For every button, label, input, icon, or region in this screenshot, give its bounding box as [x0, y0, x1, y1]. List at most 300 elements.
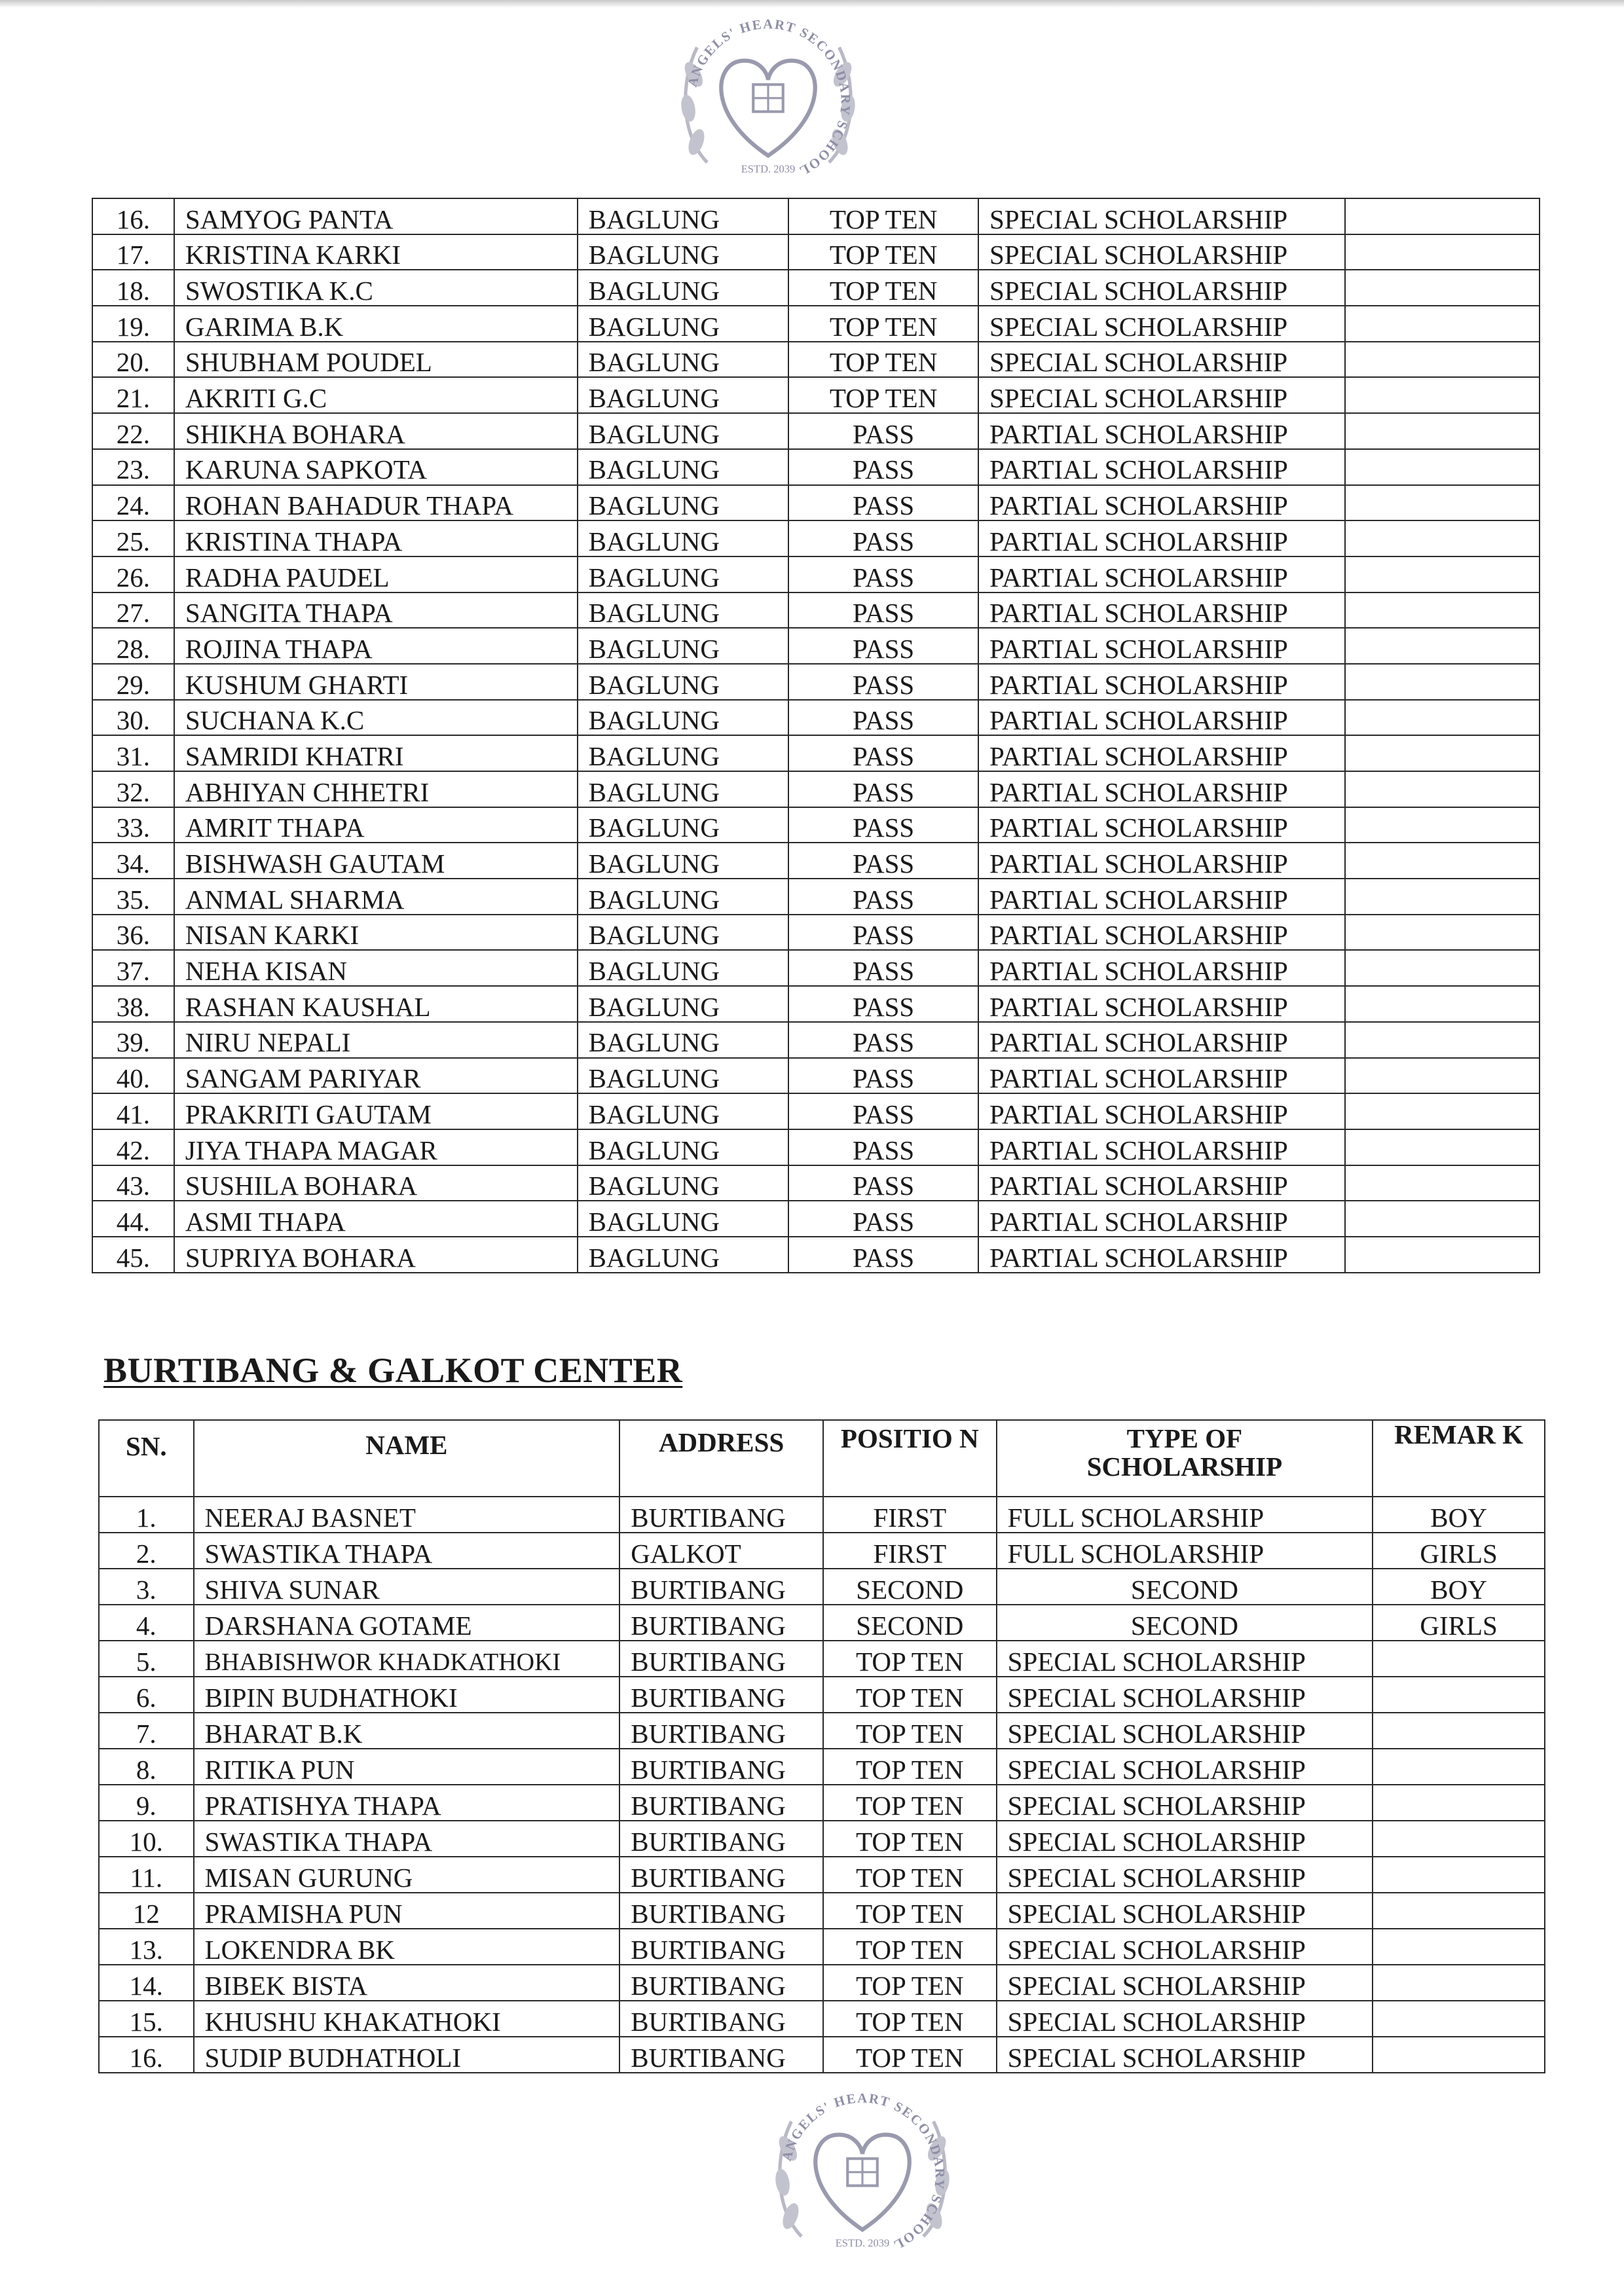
cell-position: PASS: [788, 664, 978, 700]
cell-position: TOP TEN: [823, 1965, 997, 2001]
cell-name: SANGAM PARIYAR: [174, 1058, 578, 1094]
cell-address: BAGLUNG: [578, 306, 789, 342]
cell-sn: 26.: [92, 556, 174, 592]
table-row: [92, 234, 1540, 270]
cell-sn: 12: [99, 1893, 194, 1929]
table-row: [92, 1237, 1540, 1273]
cell-name: SAMYOG PANTA: [174, 198, 578, 234]
cell-remark: [1373, 1893, 1545, 1929]
cell-address: BAGLUNG: [578, 986, 789, 1022]
cell-name: BIPIN BUDHATHOKI: [194, 1677, 620, 1713]
cell-type: SPECIAL SCHOLARSHIP: [978, 234, 1345, 270]
cell-name: NIRU NEPALI: [174, 1022, 578, 1058]
cell-remark: [1373, 1965, 1545, 2001]
table-row: [92, 1093, 1540, 1129]
cell-name: SUSHILA BOHARA: [174, 1165, 578, 1201]
cell-remark: BOY: [1373, 1569, 1545, 1605]
cell-sn: 27.: [92, 592, 174, 629]
cell-remark: [1345, 449, 1540, 485]
cell-name: SHIKHA BOHARA: [174, 413, 578, 449]
cell-address: BAGLUNG: [578, 735, 789, 771]
cell-position: PASS: [788, 735, 978, 771]
cell-address: BAGLUNG: [578, 234, 789, 270]
cell-type: PARTIAL SCHOLARSHIP: [978, 664, 1345, 700]
cell-address: BAGLUNG: [578, 879, 789, 915]
cell-sn: 18.: [92, 270, 174, 306]
cell-address: BAGLUNG: [578, 1129, 789, 1165]
cell-address: BAGLUNG: [578, 413, 789, 449]
cell-name: KARUNA SAPKOTA: [174, 449, 578, 485]
table-row: [92, 735, 1540, 771]
cell-address: BAGLUNG: [578, 700, 789, 736]
cell-remark: [1345, 1129, 1540, 1165]
cell-remark: [1345, 377, 1540, 413]
cell-address: BURTIBANG: [619, 1677, 823, 1713]
table-row: [99, 1929, 1545, 1965]
seal-estd-text: ESTD. 2039: [741, 162, 796, 175]
cell-type: PARTIAL SCHOLARSHIP: [978, 1093, 1345, 1129]
cell-name: AMRIT THAPA: [174, 807, 578, 843]
cell-position: PASS: [788, 986, 978, 1022]
cell-sn: 2.: [99, 1533, 194, 1569]
cell-position: TOP TEN: [823, 1641, 997, 1677]
cell-type: PARTIAL SCHOLARSHIP: [978, 592, 1345, 629]
cell-remark: [1373, 1677, 1545, 1713]
cell-remark: [1345, 664, 1540, 700]
table-row: [92, 771, 1540, 807]
cell-address: BURTIBANG: [619, 1821, 823, 1857]
cell-address: BURTIBANG: [619, 1569, 823, 1605]
cell-remark: [1345, 306, 1540, 342]
cell-remark: BOY: [1373, 1497, 1545, 1533]
table-row: [99, 1785, 1545, 1821]
cell-address: BURTIBANG: [619, 1857, 823, 1893]
cell-name: NEERAJ BASNET: [194, 1497, 620, 1533]
cell-position: SECOND: [823, 1605, 997, 1641]
cell-address: BAGLUNG: [578, 771, 789, 807]
cell-remark: [1345, 771, 1540, 807]
cell-name: MISAN GURUNG: [194, 1857, 620, 1893]
cell-name: KUSHUM GHARTI: [174, 664, 578, 700]
cell-name: SUPRIYA BOHARA: [174, 1237, 578, 1273]
table-row: [92, 1165, 1540, 1201]
cell-sn: 43.: [92, 1165, 174, 1201]
cell-name: KRISTINA KARKI: [174, 234, 578, 270]
cell-sn: 38.: [92, 986, 174, 1022]
cell-position: SECOND: [823, 1569, 997, 1605]
cell-name: BHARAT B.K: [194, 1713, 620, 1749]
cell-name: ROHAN BAHADUR THAPA: [174, 485, 578, 521]
cell-name: JIYA THAPA MAGAR: [174, 1129, 578, 1165]
cell-sn: 6.: [99, 1677, 194, 1713]
cell-name: RASHAN KAUSHAL: [174, 986, 578, 1022]
header-sn: SN.: [99, 1420, 194, 1497]
cell-sn: 23.: [92, 449, 174, 485]
cell-sn: 33.: [92, 807, 174, 843]
cell-name: ASMI THAPA: [174, 1201, 578, 1237]
cell-sn: 40.: [92, 1058, 174, 1094]
cell-remark: [1373, 1857, 1545, 1893]
cell-name: RITIKA PUN: [194, 1749, 620, 1785]
cell-address: BAGLUNG: [578, 520, 789, 556]
cell-address: BURTIBANG: [619, 1893, 823, 1929]
cell-sn: 45.: [92, 1237, 174, 1273]
cell-address: BAGLUNG: [578, 198, 789, 234]
cell-sn: 28.: [92, 628, 174, 664]
cell-remark: [1373, 1713, 1545, 1749]
cell-address: BURTIBANG: [619, 1929, 823, 1965]
cell-sn: 13.: [99, 1929, 194, 1965]
cell-position: PASS: [788, 1165, 978, 1201]
cell-name: PRATISHYA THAPA: [194, 1785, 620, 1821]
cell-address: BURTIBANG: [619, 2037, 823, 2073]
cell-position: TOP TEN: [788, 234, 978, 270]
cell-address: BAGLUNG: [578, 950, 789, 986]
cell-name: ANMAL SHARMA: [174, 879, 578, 915]
cell-remark: [1345, 628, 1540, 664]
cell-position: PASS: [788, 592, 978, 629]
section-title: BURTIBANG & GALKOT CENTER: [103, 1351, 683, 1390]
cell-address: BAGLUNG: [578, 449, 789, 485]
cell-address: BURTIBANG: [619, 1965, 823, 2001]
cell-address: BURTIBANG: [619, 1785, 823, 1821]
cell-sn: 24.: [92, 485, 174, 521]
school-seal-top: [667, 0, 870, 203]
cell-remark: [1345, 234, 1540, 270]
cell-name: SUDIP BUDHATHOLI: [194, 2037, 620, 2073]
cell-position: TOP TEN: [823, 2037, 997, 2073]
cell-type: SPECIAL SCHOLARSHIP: [997, 1857, 1373, 1893]
cell-position: PASS: [788, 628, 978, 664]
cell-position: PASS: [788, 485, 978, 521]
cell-sn: 5.: [99, 1641, 194, 1677]
table-row: [92, 986, 1540, 1022]
cell-position: PASS: [788, 556, 978, 592]
cell-position: PASS: [788, 1058, 978, 1094]
cell-sn: 21.: [92, 377, 174, 413]
seal-emblem-icon: [667, 0, 870, 203]
table-row: [92, 306, 1540, 342]
table-row: [99, 1713, 1545, 1749]
cell-address: BAGLUNG: [578, 1237, 789, 1273]
cell-position: PASS: [788, 1129, 978, 1165]
cell-position: FIRST: [823, 1497, 997, 1533]
table-row: [92, 950, 1540, 986]
cell-name: DARSHANA GOTAME: [194, 1605, 620, 1641]
table-row: [92, 700, 1540, 736]
cell-type: SPECIAL SCHOLARSHIP: [997, 2001, 1373, 2037]
cell-type: PARTIAL SCHOLARSHIP: [978, 449, 1345, 485]
cell-remark: [1373, 2037, 1545, 2073]
table-row: [92, 628, 1540, 664]
cell-sn: 39.: [92, 1022, 174, 1058]
cell-address: BAGLUNG: [578, 377, 789, 413]
table-row: [99, 1497, 1545, 1533]
cell-type: SPECIAL SCHOLARSHIP: [997, 1749, 1373, 1785]
cell-remark: [1345, 592, 1540, 629]
cell-sn: 16.: [92, 198, 174, 234]
table-row: [99, 1569, 1545, 1605]
table-row: [92, 413, 1540, 449]
cell-type: PARTIAL SCHOLARSHIP: [978, 520, 1345, 556]
cell-name: NEHA KISAN: [174, 950, 578, 986]
table-row: [99, 1605, 1545, 1641]
cell-name: BHABISHWOR KHADKATHOKI: [194, 1641, 620, 1677]
cell-address: BAGLUNG: [578, 1165, 789, 1201]
cell-type: PARTIAL SCHOLARSHIP: [978, 915, 1345, 951]
cell-type: PARTIAL SCHOLARSHIP: [978, 986, 1345, 1022]
cell-sn: 9.: [99, 1785, 194, 1821]
cell-address: BURTIBANG: [619, 1497, 823, 1533]
cell-address: BAGLUNG: [578, 843, 789, 879]
cell-name: PRAKRITI GAUTAM: [174, 1093, 578, 1129]
table-row: [92, 342, 1540, 378]
cell-position: PASS: [788, 520, 978, 556]
cell-sn: 36.: [92, 915, 174, 951]
cell-remark: [1373, 2001, 1545, 2037]
table-row: [92, 1129, 1540, 1165]
cell-type: SECOND: [997, 1605, 1373, 1641]
table-row: [99, 1857, 1545, 1893]
cell-remark: GIRLS: [1373, 1533, 1545, 1569]
cell-remark: [1345, 556, 1540, 592]
cell-sn: 29.: [92, 664, 174, 700]
cell-type: PARTIAL SCHOLARSHIP: [978, 485, 1345, 521]
cell-address: BAGLUNG: [578, 342, 789, 378]
cell-remark: GIRLS: [1373, 1605, 1545, 1641]
table-row: [92, 843, 1540, 879]
cell-sn: 15.: [99, 2001, 194, 2037]
cell-remark: [1345, 950, 1540, 986]
cell-position: PASS: [788, 915, 978, 951]
cell-sn: 17.: [92, 234, 174, 270]
cell-sn: 31.: [92, 735, 174, 771]
cell-address: BAGLUNG: [578, 556, 789, 592]
table-row: [92, 449, 1540, 485]
cell-position: TOP TEN: [788, 342, 978, 378]
cell-remark: [1345, 879, 1540, 915]
table-row: [92, 807, 1540, 843]
cell-address: BAGLUNG: [578, 1058, 789, 1094]
cell-address: BURTIBANG: [619, 1713, 823, 1749]
header-position: POSITIO N: [823, 1420, 997, 1497]
cell-position: PASS: [788, 1201, 978, 1237]
cell-sn: 8.: [99, 1749, 194, 1785]
table-row: [92, 377, 1540, 413]
cell-address: BURTIBANG: [619, 1641, 823, 1677]
cell-type: SPECIAL SCHOLARSHIP: [978, 342, 1345, 378]
cell-position: PASS: [788, 843, 978, 879]
cell-sn: 20.: [92, 342, 174, 378]
table-row: [92, 1022, 1540, 1058]
cell-sn: 30.: [92, 700, 174, 736]
cell-name: ABHIYAN CHHETRI: [174, 771, 578, 807]
table-header-row: [99, 1420, 1545, 1497]
cell-remark: [1373, 1821, 1545, 1857]
table-row: [99, 1677, 1545, 1713]
cell-sn: 34.: [92, 843, 174, 879]
cell-type: SPECIAL SCHOLARSHIP: [997, 1713, 1373, 1749]
cell-address: BAGLUNG: [578, 592, 789, 629]
table-row: [99, 2037, 1545, 2073]
cell-address: BAGLUNG: [578, 1022, 789, 1058]
cell-type: PARTIAL SCHOLARSHIP: [978, 413, 1345, 449]
table-row: [99, 1533, 1545, 1569]
cell-position: TOP TEN: [788, 270, 978, 306]
cell-name: SWASTIKA THAPA: [194, 1533, 620, 1569]
cell-position: TOP TEN: [823, 1929, 997, 1965]
cell-name: SWOSTIKA K.C: [174, 270, 578, 306]
cell-type: SPECIAL SCHOLARSHIP: [997, 1929, 1373, 1965]
cell-remark: [1345, 915, 1540, 951]
seal-emblem-icon: [761, 2074, 964, 2277]
seal-estd-text: ESTD. 2039: [835, 2236, 890, 2250]
cell-remark: [1345, 1165, 1540, 1201]
cell-type: SECOND: [997, 1569, 1373, 1605]
cell-remark: [1373, 1929, 1545, 1965]
cell-position: PASS: [788, 1093, 978, 1129]
cell-sn: 25.: [92, 520, 174, 556]
cell-address: BAGLUNG: [578, 664, 789, 700]
cell-type: PARTIAL SCHOLARSHIP: [978, 807, 1345, 843]
cell-position: PASS: [788, 413, 978, 449]
cell-type: SPECIAL SCHOLARSHIP: [997, 1821, 1373, 1857]
cell-remark: [1345, 270, 1540, 306]
cell-address: BAGLUNG: [578, 485, 789, 521]
cell-position: PASS: [788, 700, 978, 736]
cell-type: PARTIAL SCHOLARSHIP: [978, 950, 1345, 986]
cell-type: SPECIAL SCHOLARSHIP: [997, 1641, 1373, 1677]
cell-address: BURTIBANG: [619, 1605, 823, 1641]
cell-type: SPECIAL SCHOLARSHIP: [997, 1677, 1373, 1713]
cell-address: BURTIBANG: [619, 1749, 823, 1785]
cell-sn: 41.: [92, 1093, 174, 1129]
table-row: [92, 270, 1540, 306]
cell-remark: [1373, 1785, 1545, 1821]
cell-name: SUCHANA K.C: [174, 700, 578, 736]
cell-type: PARTIAL SCHOLARSHIP: [978, 1237, 1345, 1273]
cell-sn: 42.: [92, 1129, 174, 1165]
cell-sn: 22.: [92, 413, 174, 449]
cell-sn: 4.: [99, 1605, 194, 1641]
table-row: [99, 1965, 1545, 2001]
cell-sn: 10.: [99, 1821, 194, 1857]
cell-type: PARTIAL SCHOLARSHIP: [978, 879, 1345, 915]
cell-remark: [1373, 1749, 1545, 1785]
cell-remark: [1345, 1058, 1540, 1094]
cell-type: SPECIAL SCHOLARSHIP: [997, 1785, 1373, 1821]
cell-sn: 3.: [99, 1569, 194, 1605]
cell-name: SANGITA THAPA: [174, 592, 578, 629]
table-row: [99, 1641, 1545, 1677]
cell-remark: [1345, 520, 1540, 556]
header-type: TYPE OF SCHOLARSHIP: [997, 1420, 1373, 1497]
cell-remark: [1345, 1093, 1540, 1129]
cell-address: BAGLUNG: [578, 1093, 789, 1129]
cell-sn: 7.: [99, 1713, 194, 1749]
header-remark: REMAR K: [1373, 1420, 1545, 1497]
cell-name: RADHA PAUDEL: [174, 556, 578, 592]
cell-address: BAGLUNG: [578, 270, 789, 306]
cell-position: TOP TEN: [823, 1857, 997, 1893]
cell-position: TOP TEN: [823, 1821, 997, 1857]
table-row: [99, 1821, 1545, 1857]
cell-position: PASS: [788, 771, 978, 807]
cell-name: BIBEK BISTA: [194, 1965, 620, 2001]
cell-name: KRISTINA THAPA: [174, 520, 578, 556]
cell-sn: 35.: [92, 879, 174, 915]
cell-name: SHUBHAM POUDEL: [174, 342, 578, 378]
cell-position: PASS: [788, 1022, 978, 1058]
burtibang-galkot-results-table: [98, 1419, 1545, 2073]
cell-position: PASS: [788, 879, 978, 915]
cell-position: TOP TEN: [823, 2001, 997, 2037]
table-row: [92, 556, 1540, 592]
seal-ring-text: ANGELS' HEART SECONDARY SCHOOL: [685, 17, 853, 179]
cell-remark: [1345, 700, 1540, 736]
table-row: [92, 592, 1540, 629]
cell-position: TOP TEN: [823, 1785, 997, 1821]
cell-address: BAGLUNG: [578, 628, 789, 664]
cell-name: KHUSHU KHAKATHOKI: [194, 2001, 620, 2037]
cell-name: SWASTIKA THAPA: [194, 1821, 620, 1857]
cell-type: PARTIAL SCHOLARSHIP: [978, 1058, 1345, 1094]
cell-type: PARTIAL SCHOLARSHIP: [978, 771, 1345, 807]
cell-remark: [1345, 986, 1540, 1022]
table-row: [92, 915, 1540, 951]
cell-type: PARTIAL SCHOLARSHIP: [978, 735, 1345, 771]
cell-sn: 44.: [92, 1201, 174, 1237]
cell-position: PASS: [788, 950, 978, 986]
cell-remark: [1345, 198, 1540, 234]
cell-name: SHIVA SUNAR: [194, 1569, 620, 1605]
header-name: NAME: [194, 1420, 620, 1497]
cell-type: PARTIAL SCHOLARSHIP: [978, 1022, 1345, 1058]
cell-remark: [1345, 413, 1540, 449]
cell-name: PRAMISHA PUN: [194, 1893, 620, 1929]
cell-address: BAGLUNG: [578, 915, 789, 951]
cell-address: BAGLUNG: [578, 1201, 789, 1237]
table-row: [99, 2001, 1545, 2037]
cell-remark: [1345, 1237, 1540, 1273]
cell-sn: 11.: [99, 1857, 194, 1893]
cell-remark: [1345, 843, 1540, 879]
cell-position: TOP TEN: [788, 306, 978, 342]
seal-ring-text: ANGELS' HEART SECONDARY SCHOOL: [779, 2091, 947, 2253]
cell-sn: 14.: [99, 1965, 194, 2001]
cell-position: TOP TEN: [788, 198, 978, 234]
cell-type: SPECIAL SCHOLARSHIP: [997, 2037, 1373, 2073]
cell-address: GALKOT: [619, 1533, 823, 1569]
cell-remark: [1345, 1201, 1540, 1237]
table-row: [92, 485, 1540, 521]
table-row: [92, 520, 1540, 556]
cell-name: NISAN KARKI: [174, 915, 578, 951]
school-seal-bottom: [761, 2074, 964, 2277]
cell-sn: 37.: [92, 950, 174, 986]
cell-position: FIRST: [823, 1533, 997, 1569]
cell-name: AKRITI G.C: [174, 377, 578, 413]
cell-remark: [1345, 735, 1540, 771]
cell-type: SPECIAL SCHOLARSHIP: [997, 1893, 1373, 1929]
cell-type: SPECIAL SCHOLARSHIP: [978, 198, 1345, 234]
cell-type: PARTIAL SCHOLARSHIP: [978, 700, 1345, 736]
baglung-results-table: [92, 198, 1540, 1273]
cell-remark: [1373, 1641, 1545, 1677]
cell-position: PASS: [788, 449, 978, 485]
cell-type: PARTIAL SCHOLARSHIP: [978, 1129, 1345, 1165]
cell-type: SPECIAL SCHOLARSHIP: [978, 377, 1345, 413]
